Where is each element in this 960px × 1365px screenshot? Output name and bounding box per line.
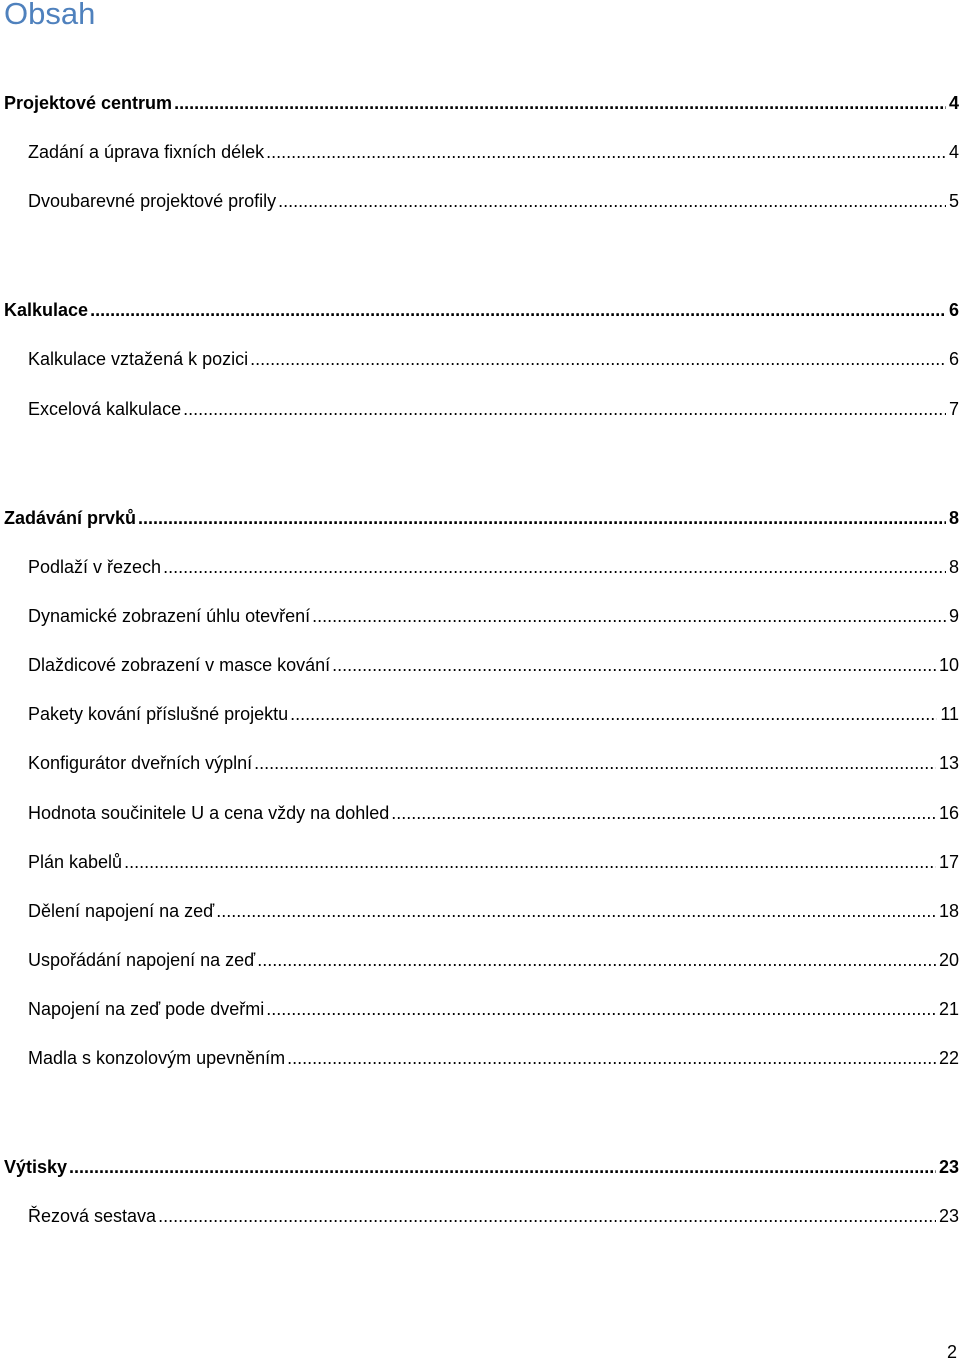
toc-entry-page: 17 (938, 852, 959, 872)
toc-dot-leader (158, 1205, 936, 1227)
toc-entry-plan-kabelu[interactable] (28, 849, 959, 873)
toc-entry-dlazdicove-zobrazeni[interactable] (28, 652, 959, 676)
toc-dot-leader (124, 851, 936, 873)
toc-entry-label: Dvoubarevné projektové profily (28, 191, 277, 211)
toc-entry-page: 4 (948, 93, 959, 113)
toc-entry-kalkulace-k-pozici[interactable] (28, 346, 959, 370)
toc-dot-leader (69, 1156, 936, 1178)
toc-entry-page: 13 (938, 753, 959, 773)
toc-dot-leader (266, 141, 946, 163)
toc-dot-leader (216, 900, 936, 922)
toc-entry-label: Pakety kování příslušné projektu (28, 704, 289, 724)
toc-dot-leader (278, 190, 946, 212)
toc-entry-label: Projektové centrum (4, 93, 173, 113)
toc-entry-page: 21 (938, 999, 959, 1019)
toc-entry-projektove-centrum[interactable] (4, 90, 959, 114)
toc-entry-page: 4 (948, 142, 959, 162)
toc-dot-leader (266, 998, 936, 1020)
toc-entry-label: Výtisky (4, 1157, 68, 1177)
toc-entry-page: 16 (938, 803, 959, 823)
toc-entry-dynamicke-zobrazeni[interactable] (28, 603, 959, 627)
toc-entry-vytisky[interactable] (4, 1154, 959, 1178)
toc-entry-label: Plán kabelů (28, 852, 123, 872)
toc-entry-page: 8 (948, 557, 959, 577)
toc-entry-page: 7 (948, 399, 959, 419)
toc-entry-usporadani-napojeni[interactable] (28, 947, 959, 971)
toc-entry-page: 10 (938, 655, 959, 675)
toc-entry-hodnota-soucinitele-u[interactable] (28, 800, 959, 824)
page-title: Obsah (4, 0, 96, 31)
toc-dot-leader (332, 654, 936, 676)
toc-entry-page: 9 (948, 606, 959, 626)
toc-entry-label: Hodnota součinitele U a cena vždy na dohled (28, 803, 390, 823)
toc-entry-page: 23 (938, 1206, 959, 1226)
toc-dot-leader (138, 507, 946, 529)
toc-entry-label: Dělení napojení na zeď (28, 901, 215, 921)
toc-dot-leader (290, 703, 937, 725)
toc-dot-leader (183, 398, 946, 420)
toc-entry-madla-konzolova[interactable] (28, 1045, 959, 1069)
toc-entry-label: Zadávání prvků (4, 508, 137, 528)
toc-dot-leader (391, 802, 936, 824)
toc-dot-leader (254, 752, 936, 774)
toc-entry-label: Dlaždicové zobrazení v masce kování (28, 655, 331, 675)
toc-entry-label: Řezová sestava (28, 1206, 157, 1226)
toc-entry-label: Podlaží v řezech (28, 557, 162, 577)
toc-dot-leader (163, 556, 946, 578)
toc-entry-page: 8 (948, 508, 959, 528)
toc-entry-zadani-fixnich-delek[interactable] (28, 139, 959, 163)
toc-entry-page: 5 (948, 191, 959, 211)
toc-entry-dvoubarevne-profily[interactable] (28, 188, 959, 212)
toc-dot-leader (257, 949, 936, 971)
toc-entry-konfigurator-vyplni[interactable] (28, 750, 959, 774)
toc-entry-kalkulace[interactable] (4, 297, 959, 321)
toc-entry-label: Zadání a úprava fixních délek (28, 142, 265, 162)
toc-entry-rezova-sestava[interactable] (28, 1203, 959, 1227)
toc-dot-leader (287, 1047, 936, 1069)
toc-dot-leader (312, 605, 946, 627)
toc-dot-leader (250, 348, 946, 370)
toc-entry-label: Uspořádání napojení na zeď (28, 950, 256, 970)
toc-entry-napojeni-pode-dvermi[interactable] (28, 996, 959, 1020)
toc-entry-pakety-kovani[interactable] (28, 701, 959, 725)
toc-dot-leader (174, 92, 946, 114)
toc-entry-label: Napojení na zeď pode dveřmi (28, 999, 265, 1019)
toc-entry-label: Excelová kalkulace (28, 399, 182, 419)
toc-entry-podlazi-v-rezech[interactable] (28, 554, 959, 578)
toc-entry-page: 6 (948, 349, 959, 369)
toc-entry-excelova-kalkulace[interactable] (28, 396, 959, 420)
toc-entry-label: Kalkulace vztažená k pozici (28, 349, 249, 369)
toc-entry-label: Dynamické zobrazení úhlu otevření (28, 606, 311, 626)
toc-entry-page: 18 (938, 901, 959, 921)
page-number: 2 (946, 1342, 957, 1362)
toc-entry-label: Madla s konzolovým upevněním (28, 1048, 286, 1068)
toc-dot-leader (90, 299, 946, 321)
toc-entry-deleni-napojeni[interactable] (28, 898, 959, 922)
toc-entry-page: 23 (938, 1157, 959, 1177)
toc-entry-page: 22 (938, 1048, 959, 1068)
toc-entry-label: Kalkulace (4, 300, 89, 320)
toc-entry-zadavani-prvku[interactable] (4, 505, 959, 529)
toc-entry-label: Konfigurátor dveřních výplní (28, 753, 253, 773)
toc-entry-page: 11 (940, 704, 959, 724)
toc-entry-page: 6 (948, 300, 959, 320)
toc-entry-page: 20 (938, 950, 959, 970)
